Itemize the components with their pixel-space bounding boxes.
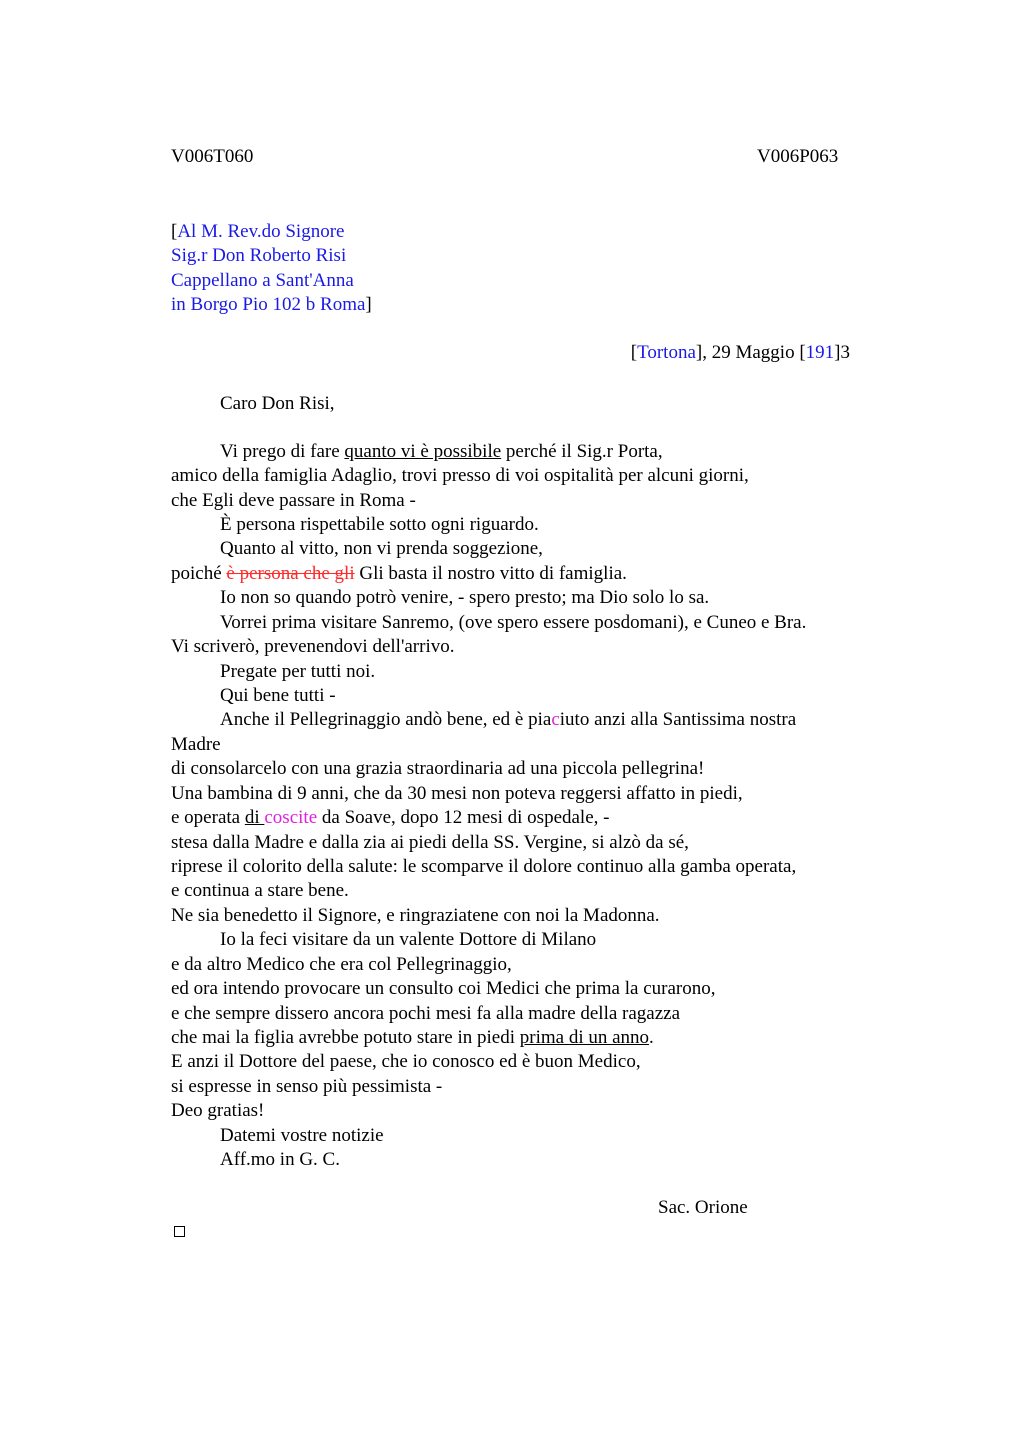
text: da Soave, dopo 12 mesi di ospedale, - <box>317 807 610 828</box>
date-year: 191 <box>805 342 835 363</box>
body-line: Quanto al vitto, non vi prenda soggezione, <box>220 538 543 559</box>
body-line: di consolarcelo con una grazia straordinaria ad una piccola pellegrina! <box>171 758 705 779</box>
closing-line: Aff.mo in G. C. <box>220 1149 340 1170</box>
body-line: Qui bene tutti - <box>220 685 336 706</box>
text: iuto anzi alla Santissima nostra <box>559 709 797 730</box>
text: Anche il Pellegrinaggio andò bene, ed è pia <box>220 709 552 730</box>
body-line <box>171 562 627 586</box>
text: poiché <box>171 563 227 584</box>
document-code-right: V006P063 <box>757 146 839 167</box>
inserted-text: coscite <box>264 807 318 828</box>
body-line <box>220 708 796 732</box>
text: Vi prego di fare <box>220 441 345 462</box>
body-line: e che sempre dissero ancora pochi mesi fa alla madre della ragazza <box>171 1003 681 1024</box>
body-line: e continua a stare bene. <box>171 880 349 901</box>
date-line <box>631 342 850 364</box>
text: perché il Sig.r Porta, <box>501 441 663 462</box>
body-line: che Egli deve passare in Roma - <box>171 490 416 511</box>
salutation: Caro Don Risi, <box>220 393 335 414</box>
body-line: Deo gratias! <box>171 1100 265 1121</box>
body-line: Vi scriverò, prevenendovi dell'arrivo. <box>171 636 455 657</box>
body-line: stesa dalla Madre e dalla zia ai piedi della SS. Vergine, si alzò da sé, <box>171 832 689 853</box>
body-line: E anzi il Dottore del paese, che io conosco ed è buon Medico, <box>171 1051 641 1072</box>
text: . <box>649 1027 654 1048</box>
body-line: riprese il colorito della salute: le scomparve il dolore continuo alla gamba operata, <box>171 856 797 877</box>
inserted-text: c <box>551 709 560 730</box>
address-line: Cappellano a Sant'Anna <box>171 270 354 291</box>
address-text: in Borgo Pio 102 b Roma <box>171 294 366 315</box>
text: che mai la figlia avrebbe potuto stare in piedi <box>171 1027 520 1048</box>
date-text: ], 29 Maggio [ <box>695 342 806 363</box>
document-code-left: V006T060 <box>171 146 254 167</box>
body-line: Madre <box>171 734 221 755</box>
text: Gli basta il nostro vitto di famiglia. <box>354 563 627 584</box>
address-line <box>171 293 372 317</box>
bracket: [ <box>630 342 638 363</box>
body-line: si espresse in senso più pessimista - <box>171 1076 443 1097</box>
bracket: [ <box>171 221 178 242</box>
end-marker-icon <box>174 1226 185 1237</box>
underlined-text: quanto vi è possibile <box>344 441 502 462</box>
body-line: Datemi vostre notizie <box>220 1125 384 1146</box>
body-line: Vorrei prima visitare Sanremo, (ove spero essere posdomani), e Cuneo e Bra. <box>220 612 807 633</box>
body-line: Pregate per tutti noi. <box>220 661 376 682</box>
body-line: amico della famiglia Adaglio, trovi presso di voi ospitalità per alcuni giorni, <box>171 465 749 486</box>
address-text: Al M. Rev.do Signore <box>177 221 345 242</box>
body-line: e da altro Medico che era col Pellegrinaggio, <box>171 954 512 975</box>
body-line: ed ora intendo provocare un consulto coi Medici che prima la curarono, <box>171 978 716 999</box>
date-text: ]3 <box>834 342 850 363</box>
date-place: Tortona <box>637 342 696 363</box>
body-line: Una bambina di 9 anni, che da 30 mesi non poteva reggersi affatto in piedi, <box>171 783 743 804</box>
signature: Sac. Orione <box>658 1197 748 1218</box>
text: e operata <box>171 807 245 828</box>
body-line <box>171 1026 654 1050</box>
deleted-text: è persona che gli <box>226 563 355 584</box>
underlined-text: di <box>244 807 265 828</box>
body-line: Io non so quando potrò venire, - spero presto; ma Dio solo lo sa. <box>220 587 710 608</box>
body-line: Io la feci visitare da un valente Dottore di Milano <box>220 929 597 950</box>
underlined-text: prima di un anno <box>519 1027 650 1048</box>
body-line: È persona rispettabile sotto ogni riguardo. <box>220 514 539 535</box>
body-line <box>171 806 609 830</box>
body-line <box>220 440 663 464</box>
body-line: Ne sia benedetto il Signore, e ringraziatene con noi la Madonna. <box>171 905 660 926</box>
address-line <box>171 220 344 244</box>
bracket: ] <box>365 294 372 315</box>
address-line: Sig.r Don Roberto Risi <box>171 245 347 266</box>
